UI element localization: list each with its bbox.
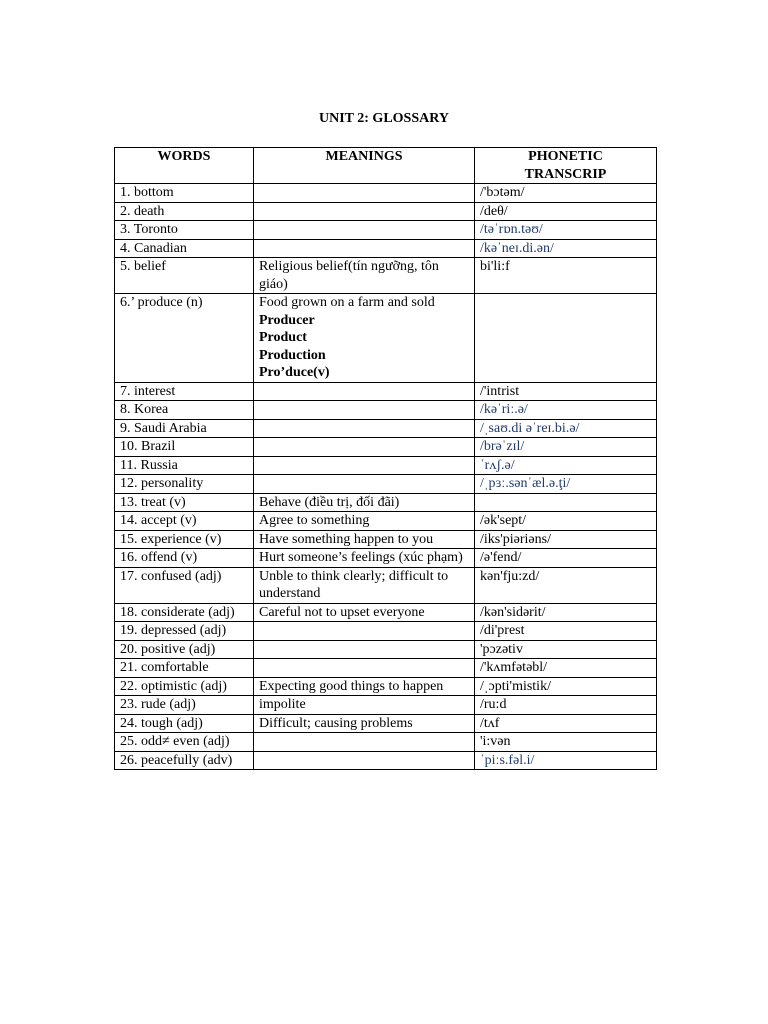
phonetic-cell: /brəˈzɪl/	[475, 438, 657, 457]
phonetic-cell: /təˈrɒn.təʊ/	[475, 221, 657, 240]
phonetic-cell: bi'li:f	[475, 258, 657, 294]
table-row	[115, 677, 657, 696]
word-cell: 15. experience (v)	[115, 530, 254, 549]
phonetic-cell: /ˌsaʊ.di əˈreɪ.bi.ə/	[475, 419, 657, 438]
phonetic-cell: /kəˈriː.ə/	[475, 401, 657, 420]
table-row	[115, 659, 657, 678]
table-row	[115, 456, 657, 475]
word-cell: 20. positive (adj)	[115, 640, 254, 659]
phonetic-cell: /tʌf	[475, 714, 657, 733]
meaning-cell	[254, 382, 475, 401]
table-row	[115, 239, 657, 258]
word-cell: 22. optimistic (adj)	[115, 677, 254, 696]
table-row	[115, 294, 657, 383]
table-row	[115, 401, 657, 420]
header-phonetic	[475, 148, 657, 184]
meaning-cell	[254, 456, 475, 475]
table-row	[115, 184, 657, 203]
phonetic-cell: 'pɔzətiv	[475, 640, 657, 659]
word-cell: 24. tough (adj)	[115, 714, 254, 733]
phonetic-cell: kən'fju:zd/	[475, 567, 657, 603]
phonetic-cell: /iks'piəriəns/	[475, 530, 657, 549]
table-row	[115, 493, 657, 512]
phonetic-cell: ˈrʌʃ.ə/	[475, 456, 657, 475]
table-row	[115, 221, 657, 240]
phonetic-cell	[475, 294, 657, 383]
word-cell: 18. considerate (adj)	[115, 603, 254, 622]
table-row	[115, 382, 657, 401]
meaning-line: Production	[259, 347, 326, 363]
meaning-cell	[254, 419, 475, 438]
word-cell: 11. Russia	[115, 456, 254, 475]
meaning-cell: impolite	[254, 696, 475, 715]
phonetic-cell: /ˌpɜː.sənˈæl.ə.ţi/	[475, 475, 657, 494]
meaning-cell	[254, 202, 475, 221]
table-row	[115, 640, 657, 659]
table-row	[115, 202, 657, 221]
word-cell: 16. offend (v)	[115, 549, 254, 568]
meaning-cell: Agree to something	[254, 512, 475, 531]
table-row	[115, 696, 657, 715]
table-row	[115, 733, 657, 752]
meaning-cell: Have something happen to you	[254, 530, 475, 549]
phonetic-cell: /ru:d	[475, 696, 657, 715]
phonetic-cell: /di'prest	[475, 622, 657, 641]
table-row	[115, 751, 657, 770]
meaning-cell: Behave (điều trị, đối đãi)	[254, 493, 475, 512]
header-phonetic-line2: TRANSCRIP	[524, 166, 607, 182]
meaning-cell	[254, 640, 475, 659]
meaning-cell: Hurt someone’s feelings (xúc phạm)	[254, 549, 475, 568]
word-cell: 23. rude (adj)	[115, 696, 254, 715]
word-cell: 19. depressed (adj)	[115, 622, 254, 641]
word-cell: 1. bottom	[115, 184, 254, 203]
phonetic-cell: /deθ/	[475, 202, 657, 221]
word-cell: 9. Saudi Arabia	[115, 419, 254, 438]
meaning-cell	[254, 294, 475, 383]
meaning-cell: Careful not to upset everyone	[254, 603, 475, 622]
word-cell: 8. Korea	[115, 401, 254, 420]
word-cell: 3. Toronto	[115, 221, 254, 240]
meaning-cell	[254, 438, 475, 457]
table-row	[115, 530, 657, 549]
word-cell: 26. peacefully (adv)	[115, 751, 254, 770]
table-row	[115, 549, 657, 568]
word-cell: 17. confused (adj)	[115, 567, 254, 603]
meaning-cell: Unble to think clearly; difficult to understand	[254, 567, 475, 603]
table-row	[115, 475, 657, 494]
meaning-cell	[254, 401, 475, 420]
header-words: WORDS	[115, 148, 254, 184]
word-cell: 7. interest	[115, 382, 254, 401]
table-row	[115, 419, 657, 438]
word-cell: 21. comfortable	[115, 659, 254, 678]
meaning-line: Food grown on a farm and sold	[259, 295, 435, 310]
table-row	[115, 567, 657, 603]
phonetic-cell: /kəˈneɪ.di.ən/	[475, 239, 657, 258]
header-phonetic-line1: PHONETIC	[528, 149, 603, 164]
page-title: UNIT 2: GLOSSARY	[319, 111, 449, 126]
phonetic-cell: /'bɔtəm/	[475, 184, 657, 203]
meaning-cell: Expecting good things to happen	[254, 677, 475, 696]
meaning-cell	[254, 622, 475, 641]
phonetic-cell	[475, 493, 657, 512]
meaning-cell	[254, 239, 475, 258]
word-cell: 6.’ produce (n)	[115, 294, 254, 383]
word-cell: 10. Brazil	[115, 438, 254, 457]
table-row	[115, 512, 657, 531]
table-row	[115, 714, 657, 733]
meaning-line: Producer	[259, 312, 315, 328]
meaning-cell	[254, 751, 475, 770]
word-cell: 25. odd≠ even (adj)	[115, 733, 254, 752]
phonetic-cell: 'i:vən	[475, 733, 657, 752]
meaning-cell: Religious belief(tín ngưỡng, tôn giáo)	[254, 258, 475, 294]
phonetic-cell: /ə'fend/	[475, 549, 657, 568]
glossary-table	[114, 147, 657, 770]
glossary-body	[115, 184, 657, 770]
word-cell: 4. Canadian	[115, 239, 254, 258]
table-row	[115, 438, 657, 457]
table-row	[115, 622, 657, 641]
meaning-cell	[254, 659, 475, 678]
phonetic-cell: /'intrist	[475, 382, 657, 401]
table-row	[115, 603, 657, 622]
meaning-cell	[254, 184, 475, 203]
word-cell: 12. personality	[115, 475, 254, 494]
word-cell: 14. accept (v)	[115, 512, 254, 531]
phonetic-cell: /kən'sidərit/	[475, 603, 657, 622]
meaning-cell	[254, 221, 475, 240]
meaning-cell: Difficult; causing problems	[254, 714, 475, 733]
table-row	[115, 258, 657, 294]
meaning-line: Product	[259, 330, 307, 345]
word-cell: 13. treat (v)	[115, 493, 254, 512]
phonetic-cell: /'kʌmfətəbl/	[475, 659, 657, 678]
phonetic-cell: /ˌɔpti'mistik/	[475, 677, 657, 696]
meaning-cell	[254, 733, 475, 752]
phonetic-cell: ˈpiːs.fəl.i/	[475, 751, 657, 770]
header-row	[115, 148, 657, 184]
word-cell: 5. belief	[115, 258, 254, 294]
meaning-line: Pro’duce(v)	[259, 365, 330, 380]
meaning-cell	[254, 475, 475, 494]
word-cell: 2. death	[115, 202, 254, 221]
header-meanings: MEANINGS	[254, 148, 475, 184]
phonetic-cell: /ək'sept/	[475, 512, 657, 531]
